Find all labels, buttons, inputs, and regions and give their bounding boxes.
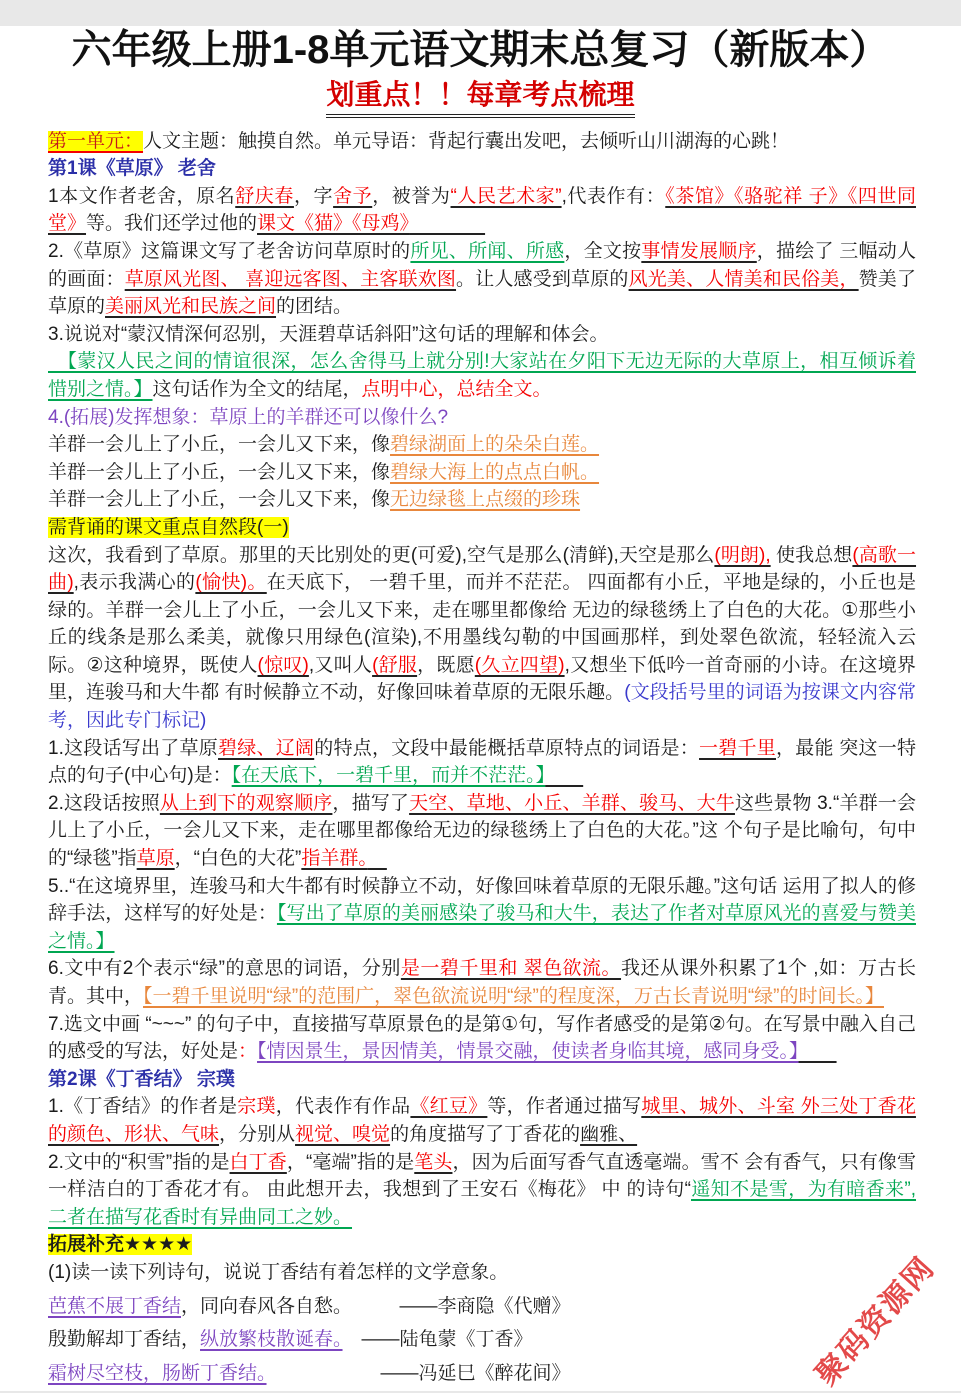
text-run: 【一碧千里说明“绿”的范围广，翠色欲流说明“绿”的程度深，万古长青说明“绿”的时间长。】 xyxy=(143,986,884,1007)
sheep-example-1 xyxy=(48,431,916,459)
text-run: 3.说说对“蒙汉情深何忍别，天涯碧草话斜阳”这句话的理解和体会。 xyxy=(48,323,609,345)
text-run: 颜色、形状、气味 xyxy=(67,1123,220,1145)
lesson-1-item-3-answer xyxy=(48,348,916,403)
text-run: 碧绿湖面上的朵朵白莲。 xyxy=(390,434,600,456)
text-run xyxy=(799,1041,837,1062)
text-run: 殷勤解却丁香结， xyxy=(48,1329,201,1351)
text-run: ，同向春风各自愁。 ——李商隐《代赠》 xyxy=(181,1295,571,1317)
sheep-example-2 xyxy=(48,459,916,487)
passage-q6 xyxy=(48,955,916,1010)
text-run: 第一单元： xyxy=(48,130,144,152)
text-run: 1本文作者老舍，原名 xyxy=(48,185,236,207)
text-run: 风光美、人情美和民俗美， xyxy=(628,268,859,290)
text-run: 使我总想 xyxy=(770,544,853,566)
text-run: 等。我们还学过他的 xyxy=(86,213,258,235)
document-body xyxy=(0,128,961,1388)
text-run: ,又想坐下低吟一首奇丽的小诗。在这境界里，连骏马和大牛都 有时候静立不动，好像回味着草原的无限乐趣。 xyxy=(48,654,916,704)
lesson-1-heading xyxy=(48,155,916,183)
text-run: 草原 xyxy=(136,848,175,870)
text-run: (久立四望) xyxy=(474,654,565,676)
text-run: 2.文中的“积雪”指的是 xyxy=(48,1151,230,1173)
text-run: 遥知不是雪，为有暗香来”,二者在描写花香时有异曲同工之妙。 xyxy=(48,1179,917,1228)
text-run: ，描绘了 三幅动人的画面： xyxy=(48,240,916,290)
text-run: 这次，我看到了草原。那里的天比别处的更(可爱),空气是那么(清鲜),天空是那么 xyxy=(48,544,715,566)
text-run: 芭蕉不展丁香结 xyxy=(48,1295,182,1317)
text-run: “人民艺术家” xyxy=(450,185,562,207)
lesson-1-item-3 xyxy=(48,321,916,349)
text-run: 4.(拓展)发挥想象：草原上的羊群还可以像什么? xyxy=(48,406,449,428)
text-run: ,又叫人 xyxy=(308,654,373,676)
sheep-example-3 xyxy=(48,486,916,514)
poem-line-3 xyxy=(48,1360,916,1388)
lesson-2-heading xyxy=(48,1066,916,1094)
text-run: 碧绿、辽阔 xyxy=(218,737,315,759)
lesson-2-item-2 xyxy=(48,1149,916,1232)
text-run: 事情发展顺序 xyxy=(641,240,757,262)
text-run: ，被誉为 xyxy=(372,185,451,207)
text-run: 2.《草原》这篇课文写了老舍访问草原时的 xyxy=(48,240,411,262)
text-run: 纵放繁枝散诞春。 xyxy=(200,1329,343,1351)
text-run: ——陆龟蒙《丁香》 xyxy=(342,1329,533,1351)
watermark-stamp: 聚码资源网 xyxy=(809,1250,942,1392)
text-run: ，描写了 xyxy=(332,792,410,814)
text-run: 的角度描写了丁香花的 xyxy=(390,1123,581,1145)
text-run: 笔头 xyxy=(414,1151,453,1173)
page-subtitle-text: 划重点！！每章考点梳理 xyxy=(326,78,634,118)
text-run: 碧绿大海上的点点白帆。 xyxy=(390,461,600,483)
text-run: 在天底下， 一碧千里，而并不茫茫。 四面都有小丘，平地是绿的，小丘也是绿的。羊群一会儿上了小丘，一会儿又下来，走在哪里都像给 无边的绿毯绣上了白色的大花。①那些小丘的线条是那么柔美，就像只用绿色(渲染),不用墨线勾勒的中国画那样，到处翠色欲流，轻轻流入云际。②这种境界，既使人 xyxy=(48,572,917,676)
text-run: 指羊群。 xyxy=(301,848,368,870)
text-run: 白丁香 xyxy=(229,1151,287,1173)
text-run: 霜树尽空枝，肠断丁香结。 xyxy=(48,1362,267,1384)
text-run: 第2课《丁香结》 宗璞 xyxy=(48,1068,235,1090)
unit-1-intro xyxy=(48,128,916,156)
text-run: 的团结。 xyxy=(276,296,353,318)
text-run: 舒庆春 xyxy=(235,185,294,207)
text-run: 5..“在这境界里，连骏马和大牛都有时候静立不动，好像回味着草原的无限乐趣。”这句话 运用了拟人的修辞手法，这样写的好处是： xyxy=(48,875,916,925)
text-run: (惊叹) xyxy=(257,654,309,676)
text-run: 一碧千里 xyxy=(699,737,776,759)
text-run: 的特点，文段中最能概括草原特点的词语是： xyxy=(314,737,700,759)
extension-heading xyxy=(48,1231,916,1259)
text-run xyxy=(545,765,583,786)
text-run: 1.《丁香结》的作者是 xyxy=(48,1096,238,1118)
text-run: 从上到下的观察顺序 xyxy=(159,792,333,814)
lesson-1-item-4 xyxy=(48,404,916,432)
text-run: 草原风光图、 喜迎远客图、主客联欢图 xyxy=(124,268,457,290)
text-run: 赞美了草原的 xyxy=(48,268,916,318)
text-run: ，“毫端”指的是 xyxy=(286,1151,415,1173)
text-run: (舒服 xyxy=(372,654,418,676)
text-run: ,表示我满心的 xyxy=(73,572,196,594)
text-run xyxy=(368,848,387,869)
text-run: ，最能 突这一特点的句子(中心句)是： xyxy=(48,737,916,787)
text-run: ，“白色的大花” xyxy=(174,848,302,870)
passage-q7 xyxy=(48,1011,916,1066)
recite-heading xyxy=(48,514,916,542)
text-run: 需背诵的课文重点自然段(一) xyxy=(48,516,289,538)
text-run: 天空、草地、小丘、羊群、骏马、大牛 xyxy=(409,792,735,814)
text-run: 所见、所闻、所感 xyxy=(410,240,565,262)
text-run: ,代表作有： xyxy=(561,185,666,207)
lesson-2-item-1 xyxy=(48,1093,916,1148)
text-run: 我还从课外积累了1个 ,如：万古长青。其中， xyxy=(48,958,916,1007)
text-run: (1)读一读下列诗句，说说丁香结有着怎样的文学意象。 xyxy=(48,1261,509,1283)
text-run: 课文《猫》《母鸡》 xyxy=(257,213,410,235)
text-run: ： xyxy=(238,1041,258,1063)
text-run: 《茶馆》《骆驼祥 子》《四世同堂》 xyxy=(48,185,916,235)
text-run: (愉快)。 xyxy=(195,572,267,594)
text-run: ，全文按 xyxy=(564,240,642,262)
text-run: 羊群一会儿上了小丘，一会儿又下来，像 xyxy=(48,461,391,483)
text-run: ，分别从 xyxy=(219,1123,296,1145)
poem-line-2 xyxy=(48,1326,916,1354)
text-run: 羊群一会儿上了小丘，一会儿又下来，像 xyxy=(48,434,391,456)
text-run: 宗璞 xyxy=(237,1096,276,1118)
text-run: 是一碧千里和 翠色欲流。 xyxy=(400,958,622,980)
text-run: ，字 xyxy=(293,185,334,207)
text-run: 【蒙汉人民之间的情谊很深，怎么舍得马上就分别!大家站在夕阳下无边无际的大草原上，相互倾诉着惜别之情。】 xyxy=(48,351,916,400)
text-run: 拓展补充★★★★ xyxy=(48,1234,193,1256)
text-run: 城里、城外、斗室 外三处丁香花的 xyxy=(48,1096,916,1145)
text-run: 第1课《草原》 老舍 xyxy=(48,158,216,180)
text-run: 等，作者通过描写 xyxy=(487,1096,642,1118)
text-run: 【情因景生，景因情美，情景交融，使读者身临其境，感同身受。】 xyxy=(257,1041,799,1063)
text-run: ，代表作有作品 xyxy=(275,1096,411,1118)
text-run: (文段括号里的词语为按课文内容常考，因此专门标记) xyxy=(48,682,917,732)
lesson-1-item-2 xyxy=(48,238,916,321)
passage-q1 xyxy=(48,735,916,790)
passage-q5 xyxy=(48,873,916,956)
text-run xyxy=(409,213,485,234)
text-run: 美丽风光和民族之间 xyxy=(105,296,277,318)
text-run: (明朗), xyxy=(714,544,771,566)
extension-intro xyxy=(48,1259,916,1287)
text-run: 【写出了草原的美丽感染了骏马和大牛，表达了作者对草原风光的喜爱与赞美之情。】 xyxy=(48,903,916,952)
recite-passage xyxy=(48,542,916,735)
text-run: 舍予 xyxy=(333,185,373,207)
page-title: 六年级上册1-8单元语文期末总复习（新版本） xyxy=(71,28,890,72)
lesson-1-item-1 xyxy=(48,183,916,238)
worksheet-page xyxy=(0,26,961,1391)
text-run: 点明中心，总结全文。 xyxy=(361,378,552,400)
poem-line-1 xyxy=(48,1293,916,1321)
text-run: 。让人感受到草原的 xyxy=(456,268,629,290)
text-run: 幽雅、 xyxy=(580,1123,638,1145)
text-run: ，因为后面写香气直透毫端。雪不 会有香气，只有像雪一样洁白的丁香花才有。 由此想开去，我想到了王安石《梅花》 中 的诗句“ xyxy=(48,1151,917,1201)
text-run: 6.文中有2个表示“绿”的意思的词语，分别 xyxy=(48,958,401,980)
text-run: 无边绿毯上点缀的珍珠 xyxy=(390,489,581,511)
text-run: 7.选文中画 “~~~” 的句子中，直接描写草原景色的是第①句，写作者感受的是第②句。在写景中融入自己的感受的写法，好处是 xyxy=(48,1013,916,1063)
text-run: 人文主题：触摸自然。单元导语：背起行囊出发吧，去倾听山川湖海的心跳！ xyxy=(143,130,790,152)
text-run: 羊群一会儿上了小丘，一会儿又下来，像 xyxy=(48,489,391,511)
text-run: ，既愿 xyxy=(417,654,475,676)
text-run: 《红豆》 xyxy=(410,1096,488,1118)
page-subtitle xyxy=(0,78,961,118)
text-run: (高歌一曲) xyxy=(48,544,917,594)
text-run: 这些景物 3.“羊群一会儿上了小丘，一会儿又下来，走在哪里都像给无边的绿毯绣上了白色的大花。”这 个句子是比喻句，句中的“绿毯”指 xyxy=(48,792,916,870)
text-run: 视觉、嗅觉 xyxy=(295,1123,391,1145)
text-run: 【在天底下，一碧千里，而并不茫茫。】 xyxy=(231,765,546,787)
text-run: 这句话作为全文的结尾， xyxy=(152,378,362,400)
passage-q2 xyxy=(48,790,916,873)
text-run: ——冯延巳《醉花间》 xyxy=(266,1362,571,1384)
text-run: 1.这段话写出了草原 xyxy=(48,737,219,759)
text-run: 2.这段话按照 xyxy=(48,792,160,814)
